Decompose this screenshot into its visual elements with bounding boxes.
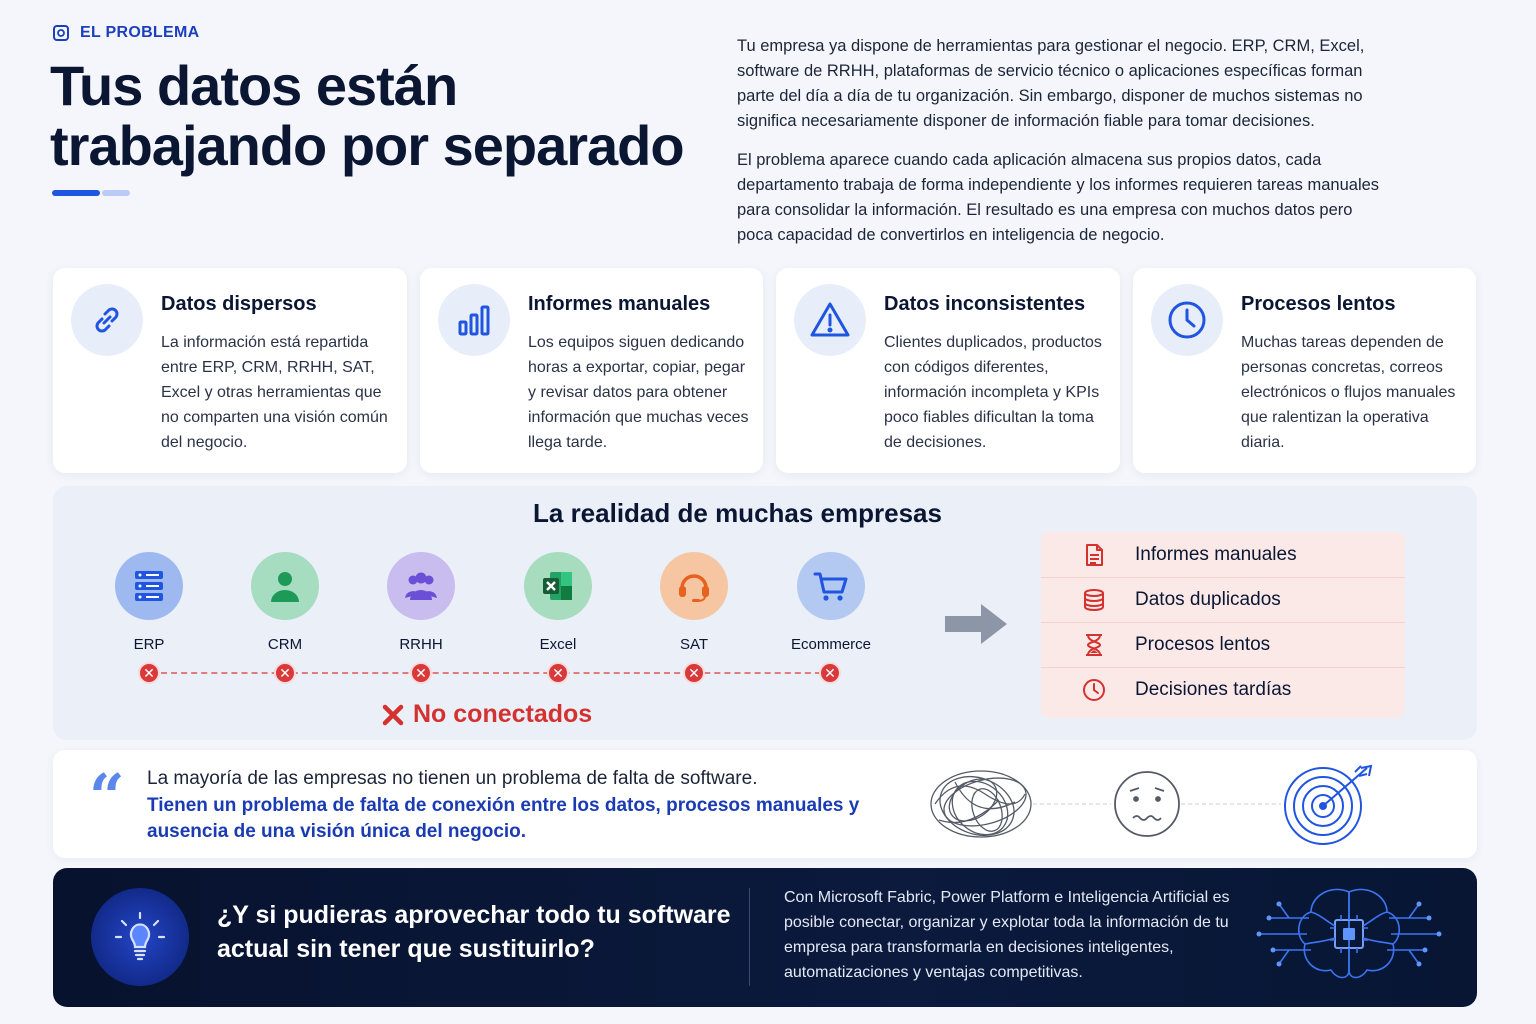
system-label: ERP (133, 636, 165, 653)
document-icon (1081, 542, 1107, 568)
system-label: RRHH (399, 636, 443, 653)
cart-icon (797, 552, 865, 620)
people-icon (387, 552, 455, 620)
quote-line-1: La mayoría de las empresas no tienen un problema de falta de software. (147, 768, 758, 789)
disconnect-x-icon: ✕ (274, 662, 296, 684)
cross-icon (381, 703, 405, 727)
cta-question: ¿Y si pudieras aprovechar todo tu software actual sin tener que sustituirlo? (217, 901, 731, 963)
card-title: Informes manuales (528, 293, 711, 315)
consequences-list (1041, 532, 1405, 718)
card-text: Muchas tareas dependen de personas concretas, correos electrónicos o flujos manuales que ralentizan la operativa diaria. (1241, 334, 1456, 451)
eyebrow-label: EL PROBLEMA (80, 24, 200, 41)
consequence-item: Decisiones tardías (1041, 667, 1405, 712)
disconnect-x-icon: ✕ (410, 662, 432, 684)
cta-divider (749, 888, 750, 986)
disconnect-x-icon: ✕ (819, 662, 841, 684)
card-procesos-lentos (1133, 268, 1476, 473)
lightbulb-icon (91, 888, 189, 986)
card-title: Datos inconsistentes (884, 293, 1086, 315)
card-title: Procesos lentos (1241, 293, 1396, 315)
intro-text (737, 34, 1387, 248)
chaos-to-target-illustration (925, 764, 1445, 848)
warning-icon (794, 284, 866, 356)
cta-banner (53, 868, 1477, 1007)
quote-line-2: Tienen un problema de falta de conexión entre los datos, procesos manuales y ausencia de una visión única del negocio. (147, 795, 860, 842)
intro-paragraph-1: Tu empresa ya dispone de herramientas para gestionar el negocio. ERP, CRM, Excel, software de RRHH, plataformas de servicio técnico o aplicaciones específicas forman parte del día a día de tu organización. Sin embargo, disponer de muchos sistemas no significa necesariamente disponer de información fiable para tomar decisiones. (737, 37, 1365, 130)
quote-box (53, 750, 1477, 858)
quote-mark-icon: “ (89, 760, 125, 833)
disconnect-x-icon: ✕ (138, 662, 160, 684)
system-label: Excel (539, 636, 577, 653)
card-datos-inconsistentes (776, 268, 1120, 473)
consequence-item: Procesos lentos (1041, 622, 1405, 667)
system-excel (503, 552, 613, 653)
card-text: Clientes duplicados, productos con códigos diferentes, información incompleta y KPIs poco fiables dificultan la toma de decisiones. (884, 334, 1102, 451)
disconnect-x-icon: ✕ (547, 662, 569, 684)
system-crm (230, 552, 340, 653)
disconnect-x-icon: ✕ (683, 662, 705, 684)
card-datos-dispersos (53, 268, 407, 473)
title-underline (52, 190, 130, 196)
system-erp (94, 552, 204, 653)
reality-panel (53, 486, 1477, 740)
system-sat (639, 552, 749, 653)
reality-title: La realidad de muchas empresas (533, 498, 942, 528)
intro-paragraph-2: El problema aparece cuando cada aplicación almacena sus propios datos, cada departamento trabaja de forma independiente y los informes requieren tareas manuales para consolidar la información. El resultado es una empresa con muchos datos pero poca capacidad de convertirlos en inteligencia de negocio. (737, 151, 1380, 244)
target-icon (1285, 766, 1371, 844)
brain-chip-icon (52, 24, 70, 42)
card-text: Los equipos siguen dedicando horas a exportar, copiar, pegar y revisar datos para obtener información que muchas veces llega tarde. (528, 334, 749, 451)
consequence-item: Datos duplicados (1041, 577, 1405, 622)
database-icon (1081, 587, 1107, 613)
section-eyebrow (52, 24, 199, 42)
consequence-item: Informes manuales (1041, 532, 1405, 577)
disconnected-line (161, 672, 831, 674)
link-icon (71, 284, 143, 356)
system-rrhh (366, 552, 476, 653)
system-label: CRM (267, 636, 303, 653)
person-icon (251, 552, 319, 620)
cta-description: Con Microsoft Fabric, Power Platform e Inteligencia Artificial es posible conectar, organizar y explotar toda la información de tu empresa para transformarla en decisiones inteligentes, automatizaciones y ventajas competitivas. (784, 889, 1230, 981)
ai-brain-icon (1249, 878, 1449, 998)
card-text: La información está repartida entre ERP, CRM, RRHH, SAT, Excel y otras herramientas que no comparten una visión común del negocio. (161, 334, 388, 451)
tangle-icon (931, 767, 1031, 846)
arrow-right-icon (943, 602, 1009, 646)
system-label: Ecommerce (790, 636, 872, 653)
hourglass-icon (1081, 632, 1107, 658)
headset-icon (660, 552, 728, 620)
clock-icon (1081, 677, 1107, 703)
not-connected-label: No conectados (381, 700, 592, 729)
card-informes-manuales (420, 268, 763, 473)
system-label: SAT (679, 636, 709, 653)
system-ecommerce (776, 552, 886, 653)
worried-face-icon (1115, 772, 1179, 836)
excel-icon (524, 552, 592, 620)
server-icon (115, 552, 183, 620)
page-title: Tus datos están trabajando por separado (50, 54, 684, 177)
clock-icon (1151, 284, 1223, 356)
card-title: Datos dispersos (161, 293, 317, 315)
bar-chart-icon (438, 284, 510, 356)
